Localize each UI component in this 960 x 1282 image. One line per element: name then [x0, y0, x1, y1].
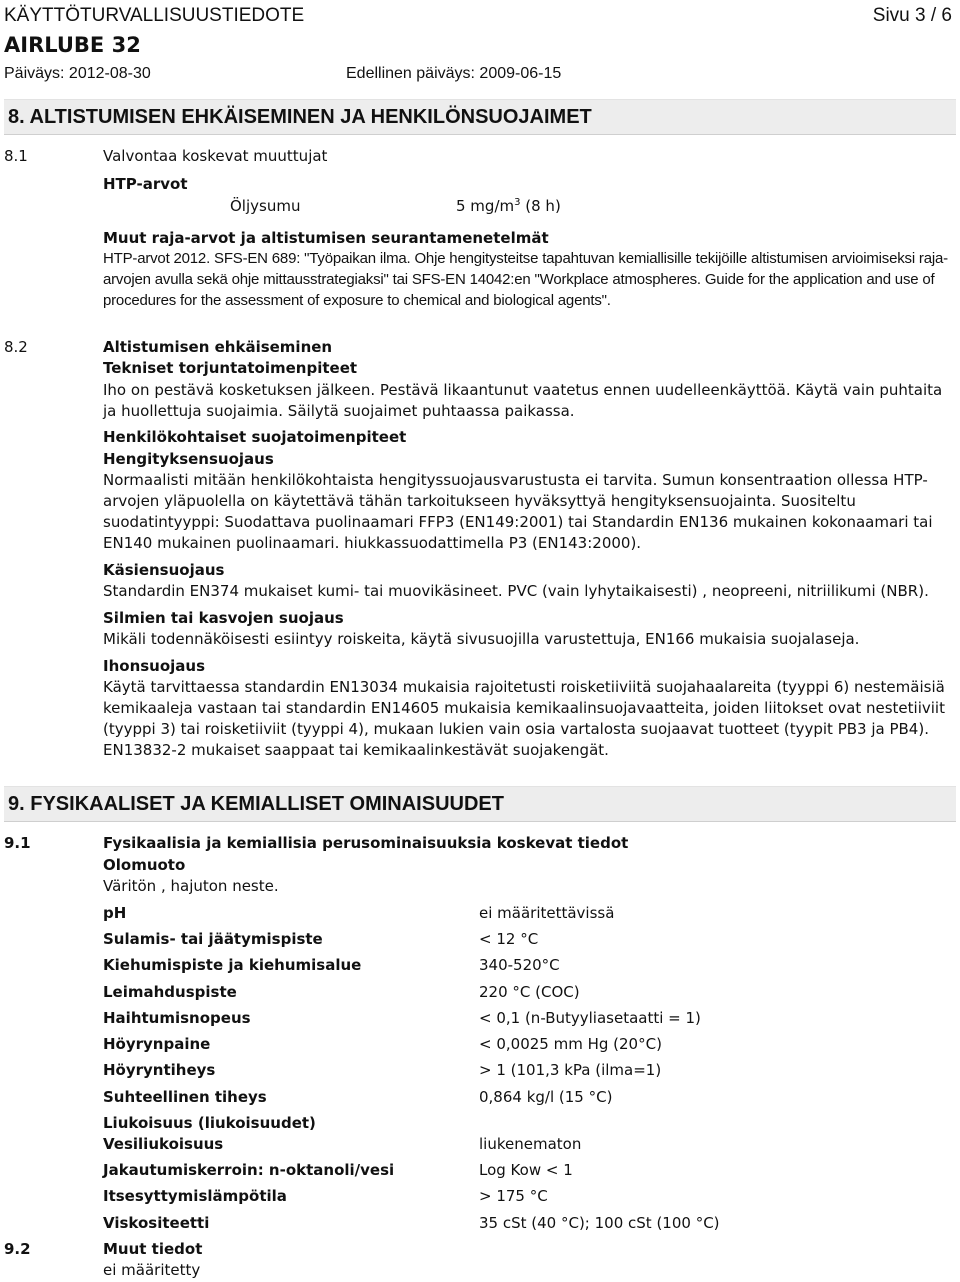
- appearance-heading: Olomuoto: [103, 856, 186, 874]
- other-limits-heading: Muut raja-arvot ja altistumisen seurantamenetelmät: [103, 229, 549, 247]
- product-name: AIRLUBE 32: [4, 33, 141, 57]
- property-value: > 175 °C: [479, 1187, 548, 1205]
- hand-protection-text: Standardin EN374 mukaiset kumi- tai muovikäsineet. PVC (vain lyhytaikaisesti) , neopreeni, nitriilikumi (NBR).: [103, 582, 929, 600]
- property-label: Viskositeetti: [103, 1214, 210, 1232]
- property-value: 35 cSt (40 °C); 100 cSt (100 °C): [479, 1214, 720, 1232]
- skin-protection-heading: Ihonsuojaus: [103, 657, 206, 675]
- property-value: 220 °C (COC): [479, 983, 580, 1001]
- skin-protection-text: Käytä tarvittaessa standardin EN13034 mukaisia rajoitetusti roisketiiviitä suojahaalareita (tyyppi 6) nestemäisiä kemikaaleja vastaan tai standardin EN14605 mukaisia kemikaalinsuojavaatteita, joiden liitokset ovat nestetiiviit (tyyppi 3) tai roisketiiviit (tyyppi 4), mukaan lukien vain osia vartalosta suojaavat tuotteet (tyypit PB3 ja PB4). EN13832-2 mukaiset saappaat tai kemikaalinkestävät suojakengät.: [103, 678, 945, 759]
- property-label: pH: [103, 904, 127, 922]
- htp-value: [456, 196, 561, 217]
- property-label: Kiehumispiste ja kiehumisalue: [103, 956, 362, 974]
- property-label: Itsesyttymislämpötila: [103, 1187, 287, 1205]
- property-value: 340-520°C: [479, 956, 560, 974]
- htp-value-number: 5 mg/m: [456, 197, 515, 215]
- subsection-9-2-number: 9.2: [4, 1240, 31, 1258]
- subsection-9-1-title: Fysikaalisia ja kemiallisia perusominaisuuksia koskevat tiedot: [103, 834, 629, 852]
- property-label: Suhteellinen tiheys: [103, 1088, 267, 1106]
- property-value: ei määritettävissä: [479, 904, 615, 922]
- property-value: Log Kow < 1: [479, 1161, 573, 1179]
- solubility-heading: Liukoisuus (liukoisuudet): [103, 1114, 316, 1132]
- section-9-header: [4, 786, 956, 822]
- property-label: Jakautumiskerroin: n-oktanoli/vesi: [103, 1161, 395, 1179]
- property-label: Haihtumisnopeus: [103, 1009, 251, 1027]
- technical-measures-text: Iho on pestävä kosketuksen jälkeen. Pestävä likaantunut vaatetus ennen uudelleenkäyttöä. Käytä vain puhtaita ja huollettuja suojaimia. Säilytä suojaimet puhtaassa paikassa.: [103, 381, 943, 420]
- section-8-header: [4, 99, 956, 135]
- other-limits-text: HTP-arvot 2012. SFS-EN 689: "Työpaikan ilma. Ohje hengitysteitse tapahtuvan kemiallisille tekijöille altistumisen arvioimiseksi raja-arvojen avulla sekä ohje mittausstrategiaksi" tai SFS-EN 14042:en "Workplace atmospheres. Guide for the application and use of procedures for the assessment of exposure to chemical and biological agents".: [103, 250, 948, 309]
- other-info-text: ei määritetty: [103, 1261, 201, 1279]
- subsection-9-2-title: Muut tiedot: [103, 1240, 203, 1258]
- hand-protection-heading: Käsiensuojaus: [103, 561, 225, 579]
- subsection-8-2-title: Altistumisen ehkäiseminen: [103, 338, 333, 356]
- page-number: Sivu 3 / 6: [872, 5, 952, 26]
- technical-measures-heading: Tekniset torjuntatoimenpiteet: [103, 359, 358, 377]
- water-solubility-label: Vesiliukoisuus: [103, 1135, 224, 1153]
- htp-substance: Öljysumu: [230, 197, 301, 215]
- subsection-8-2-number: 8.2: [4, 338, 28, 356]
- personal-protection-heading: Henkilökohtaiset suojatoimenpiteet: [103, 428, 407, 446]
- property-value: 0,864 kg/l (15 °C): [479, 1088, 613, 1106]
- previous-date: Edellinen päiväys: 2009-06-15: [346, 65, 562, 82]
- property-value: < 12 °C: [479, 930, 539, 948]
- property-label: Höyryntiheys: [103, 1061, 216, 1079]
- document-title: KÄYTTÖTURVALLISUUSTIEDOTE: [4, 5, 305, 26]
- htp-heading: HTP-arvot: [103, 175, 188, 193]
- respiratory-text: Normaalisti mitään henkilökohtaista hengityssuojausvarustusta ei tarvita. Sumun konsentraation ollessa HTP-arvojen yläpuolella on käytettävä tähän tarkoitukseen hyväksyttyä hengityksensuojainta. Suositeltu suodatintyyppi: Suodattava puolinaamari FFP3 (EN149:2001) tai Standardin EN136 mukainen kokonaamari tai EN140 mukainen puolinaamari. hiukkassuodattimella P3 (EN143:2000).: [103, 471, 933, 552]
- property-value: > 1 (101,3 kPa (ilma=1): [479, 1061, 662, 1079]
- respiratory-heading: Hengityksensuojaus: [103, 450, 274, 468]
- property-label: Höyrynpaine: [103, 1035, 211, 1053]
- subsection-9-1-number: 9.1: [4, 834, 31, 852]
- section-9-title: 9. FYSIKAALISET JA KEMIALLISET OMINAISUUDET: [8, 793, 504, 815]
- revision-date: Päiväys: 2012-08-30: [4, 65, 151, 82]
- water-solubility-value: liukenematon: [479, 1135, 582, 1153]
- subsection-8-1-number: 8.1: [4, 147, 28, 165]
- section-8-title: 8. ALTISTUMISEN EHKÄISEMINEN JA HENKILÖNSUOJAIMET: [8, 106, 592, 128]
- htp-value-exponent: 3: [514, 197, 521, 208]
- eye-protection-text: Mikäli todennäköisesti esiintyy roiskeita, käytä sivusuojilla varustettuja, EN166 mukaisia suojalaseja.: [103, 630, 860, 648]
- eye-protection-heading: Silmien tai kasvojen suojaus: [103, 609, 344, 627]
- htp-value-duration: (8 h): [520, 197, 561, 215]
- appearance-text: Väritön , hajuton neste.: [103, 877, 279, 895]
- property-label: Leimahduspiste: [103, 983, 237, 1001]
- property-value: < 0,1 (n-Butyyliasetaatti = 1): [479, 1009, 701, 1027]
- property-value: < 0,0025 mm Hg (20°C): [479, 1035, 662, 1053]
- property-label: Sulamis- tai jäätymispiste: [103, 930, 323, 948]
- subsection-8-1-title: Valvontaa koskevat muuttujat: [103, 147, 328, 165]
